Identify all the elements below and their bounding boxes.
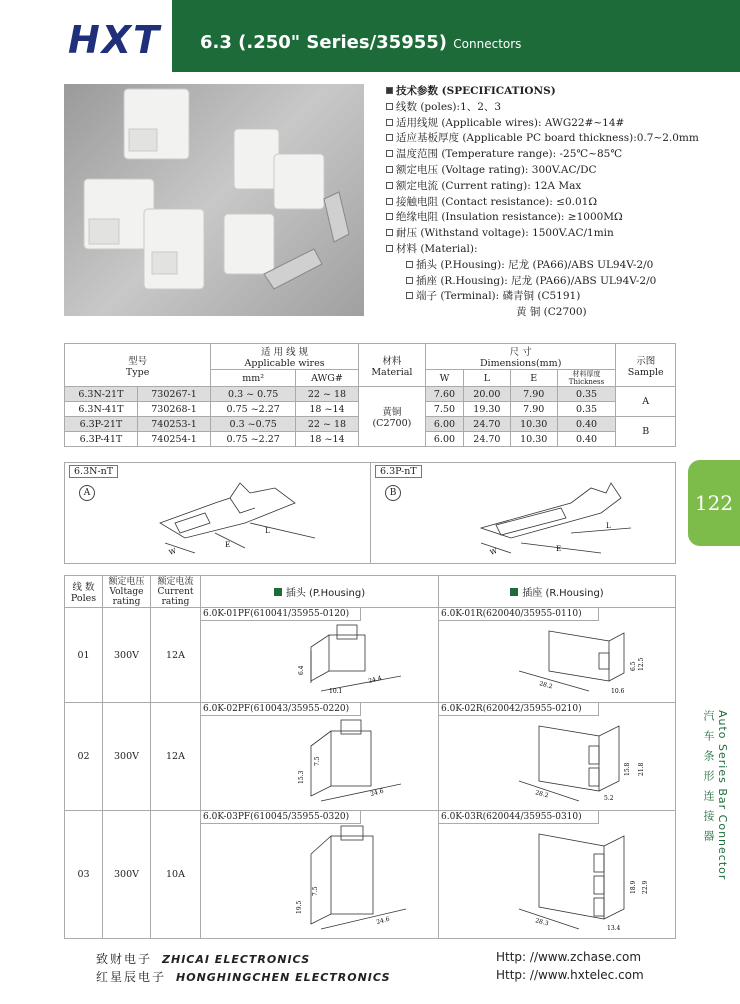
svg-text:5.2: 5.2: [604, 795, 614, 802]
svg-text:28.2: 28.2: [534, 789, 550, 800]
col-receptacle: 插座 (R.Housing): [439, 576, 676, 608]
side-caption-en: Auto Series Bar Connector: [716, 710, 729, 881]
spec-item: 适用线规 (Applicable wires): AWG22#~14#: [386, 116, 726, 132]
table-header: [65, 576, 676, 608]
col-l: L: [463, 370, 510, 387]
col-plug: 插头 (P.Housing): [201, 576, 439, 608]
material-cell: 黄铜 (C2700): [358, 387, 425, 447]
col-wires: 适 用 线 规 Applicable wires: [211, 344, 359, 370]
drawing-a: [65, 463, 371, 563]
plug-drawing: [201, 621, 437, 699]
svg-text:10.6: 10.6: [611, 688, 625, 695]
square-bullet-icon: [274, 588, 282, 596]
checkbox-icon: [386, 119, 393, 126]
spec-item: 绝缘电阻 (Insulation resistance): ≥1000MΩ: [386, 210, 726, 226]
plug-drawing: [201, 716, 437, 806]
logo-area: [0, 0, 170, 72]
svg-text:18.9: 18.9: [630, 880, 637, 894]
plug-drawing: [201, 824, 437, 934]
side-caption-cn: 汽车条形连接器: [702, 710, 715, 850]
checkbox-icon: [386, 182, 393, 189]
spec-item: 线数 (poles):1、2、3: [386, 100, 726, 116]
checkbox-icon: [386, 134, 393, 141]
checkbox-icon: [406, 277, 413, 284]
col-poles: 线 数 Poles: [65, 576, 103, 608]
col-type: 型号 Type: [65, 344, 211, 387]
checkbox-icon: [386, 103, 393, 110]
checkbox-icon: [386, 166, 393, 173]
square-bullet-icon: [510, 588, 518, 596]
header: [0, 0, 740, 72]
spec-item: 适应基板厚度 (Applicable PC board thickness):0.7~2.0mm: [386, 131, 726, 147]
svg-text:15.3: 15.3: [298, 770, 305, 784]
dim-l: L: [265, 527, 270, 535]
title-main: 6.3 (.250" Series/35955): [200, 32, 447, 53]
receptacle-cell: 6.0K-03R(620044/35955-0310) 28.3 18.9 22.9 13.4: [439, 811, 676, 939]
terminal-drawings: [64, 462, 676, 564]
spec-item: 接触电阻 (Contact resistance): ≤0.01Ω: [386, 195, 726, 211]
product-photo: [64, 84, 364, 316]
footer-company-2: 红星辰电子 HONGHINGCHEN ELECTRONICS: [96, 970, 391, 984]
svg-text:12.5: 12.5: [638, 657, 645, 671]
receptacle-drawing: [439, 824, 675, 934]
table-row: 02 300V 12A 6.0K-02PF(610043/35955-0220) 15.3 7.5 24.6 6.0K-02R(620042/35955-0210) 28.2 15.8 21.8 5.2: [65, 703, 676, 811]
table-row: 03 300V 10A 6.0K-03PF(610045/35955-0320) 19.5 7.5 24.6 6.0K-03R(620044/35955-0310) 28.3 18.9 22.9 13.4: [65, 811, 676, 939]
terminal-b-sketch: [371, 463, 677, 563]
col-current: 额定电流 Current rating: [151, 576, 201, 608]
col-sample: 示图 Sample: [616, 344, 676, 387]
col-e: E: [510, 370, 557, 387]
svg-text:21.8: 21.8: [638, 762, 645, 776]
svg-text:6.4: 6.4: [298, 665, 305, 675]
svg-text:28.2: 28.2: [538, 680, 554, 691]
checkbox-icon: [386, 198, 393, 205]
svg-text:19.5: 19.5: [296, 900, 303, 914]
drawing-a-circle: A: [79, 485, 95, 501]
checkbox-icon: [386, 229, 393, 236]
spec-item: 额定电压 (Voltage rating): 300V.AC/DC: [386, 163, 726, 179]
svg-text:24.6: 24.6: [375, 915, 391, 926]
checkbox-icon: [406, 292, 413, 299]
svg-text:15.8: 15.8: [624, 762, 631, 776]
checkbox-icon: [386, 150, 393, 157]
plug-cell: 6.0K-01PF(610041/35955-0120) 6.4 10.1 24.4: [201, 608, 439, 703]
svg-text:7.5: 7.5: [312, 886, 319, 896]
receptacle-drawing: [439, 621, 675, 699]
col-awg: AWG#: [296, 370, 359, 387]
material-item: 插头 (P.Housing): 尼龙 (PA66)/ABS UL94V-2/0: [386, 258, 726, 274]
receptacle-drawing: [439, 716, 675, 806]
col-dimensions: 尺 寸 Dimensions(mm): [425, 344, 615, 370]
table-row: 6.3N-21T 730267-1 0.3 ~ 0.75 22 ~ 18 黄铜 (C2700) 7.60 20.00 7.90 0.35 A: [65, 387, 676, 402]
material-item: 黄 铜 (C2700): [516, 306, 587, 319]
drawing-a-label: 6.3N-nT: [69, 465, 118, 478]
drawing-b: [371, 463, 677, 563]
svg-text:13.4: 13.4: [607, 925, 621, 932]
specifications: [386, 84, 726, 321]
sample-a: A: [616, 387, 676, 417]
svg-text:24.4: 24.4: [367, 674, 383, 685]
material-item: 端子 (Terminal): 磷青铜 (C5191): [386, 289, 726, 305]
svg-text:L: L: [606, 522, 611, 530]
col-thickness: 材料厚度 Thickness: [557, 370, 616, 387]
drawing-b-label: 6.3P-nT: [375, 465, 422, 478]
receptacle-cell: 6.0K-02R(620042/35955-0210) 28.2 15.8 21.8 5.2: [439, 703, 676, 811]
bullet-icon: [386, 87, 393, 94]
svg-text:7.5: 7.5: [314, 756, 321, 766]
svg-text:24.6: 24.6: [369, 787, 385, 798]
table-row: 6.3N-41T 730268-1 0.75 ~2.27 18 ~14 7.50 19.30 7.90 0.35: [65, 402, 676, 417]
spec-item: 材料 (Material):: [386, 242, 726, 258]
spec-heading: 技术参数 (SPECIFICATIONS): [386, 84, 726, 100]
dim-w: W: [167, 546, 178, 557]
checkbox-icon: [406, 261, 413, 268]
svg-text:10.1: 10.1: [329, 688, 343, 695]
title-suffix: Connectors: [453, 37, 522, 51]
terminal-table: [64, 343, 676, 447]
spec-item: 温度范围 (Temperature range): -25℃~85℃: [386, 147, 726, 163]
table-row: 6.3P-21T 740253-1 0.3 ~0.75 22 ~ 18 6.00 24.70 10.30 0.40 B: [65, 417, 676, 432]
company-logo: HXT: [68, 18, 162, 62]
terminal-a-sketch: [65, 463, 371, 563]
svg-text:22.9: 22.9: [642, 880, 649, 894]
dim-e: E: [225, 541, 231, 549]
footer-company-1: 致财电子 ZHICAI ELECTRONICS: [96, 952, 311, 966]
connectors-image: [64, 84, 364, 316]
sample-b: B: [616, 417, 676, 447]
svg-text:28.3: 28.3: [534, 917, 550, 928]
svg-text:W: W: [488, 546, 499, 557]
footer-url-2[interactable]: Http: //www.hxtelec.com: [496, 968, 644, 982]
checkbox-icon: [386, 245, 393, 252]
plug-cell: 6.0K-02PF(610043/35955-0220) 15.3 7.5 24.6: [201, 703, 439, 811]
housing-table: [64, 575, 676, 939]
col-mm2: mm²: [211, 370, 296, 387]
col-voltage: 额定电压 Voltage rating: [103, 576, 151, 608]
plug-cell: 6.0K-03PF(610045/35955-0320) 19.5 7.5 24.6: [201, 811, 439, 939]
side-caption: [698, 710, 734, 920]
material-item: 插座 (R.Housing): 尼龙 (PA66)/ABS UL94V-2/0: [386, 274, 726, 290]
col-w: W: [425, 370, 463, 387]
footer: [0, 944, 740, 1004]
page-number-tab: 122: [688, 460, 740, 546]
svg-text:E: E: [556, 545, 562, 553]
table-row: 01 300V 12A 6.0K-01PF(610041/35955-0120) 6.4 10.1 24.4 6.0K-01R(620040/35955-0110) 28.2 10.6 6.5 12.5: [65, 608, 676, 703]
receptacle-cell: 6.0K-01R(620040/35955-0110) 28.2 10.6 6.5 12.5: [439, 608, 676, 703]
table-row: 6.3P-41T 740254-1 0.75 ~2.27 18 ~14 6.00 24.70 10.30 0.40: [65, 432, 676, 447]
page-title: [200, 32, 521, 53]
svg-text:6.5: 6.5: [630, 661, 637, 671]
checkbox-icon: [386, 213, 393, 220]
spec-item: 耐压 (Withstand voltage): 1500V.AC/1min: [386, 226, 726, 242]
col-material: 材料 Material: [358, 344, 425, 387]
drawing-b-circle: B: [385, 485, 401, 501]
spec-item: 额定电流 (Current rating): 12A Max: [386, 179, 726, 195]
footer-url-1[interactable]: Http: //www.zchase.com: [496, 950, 642, 964]
